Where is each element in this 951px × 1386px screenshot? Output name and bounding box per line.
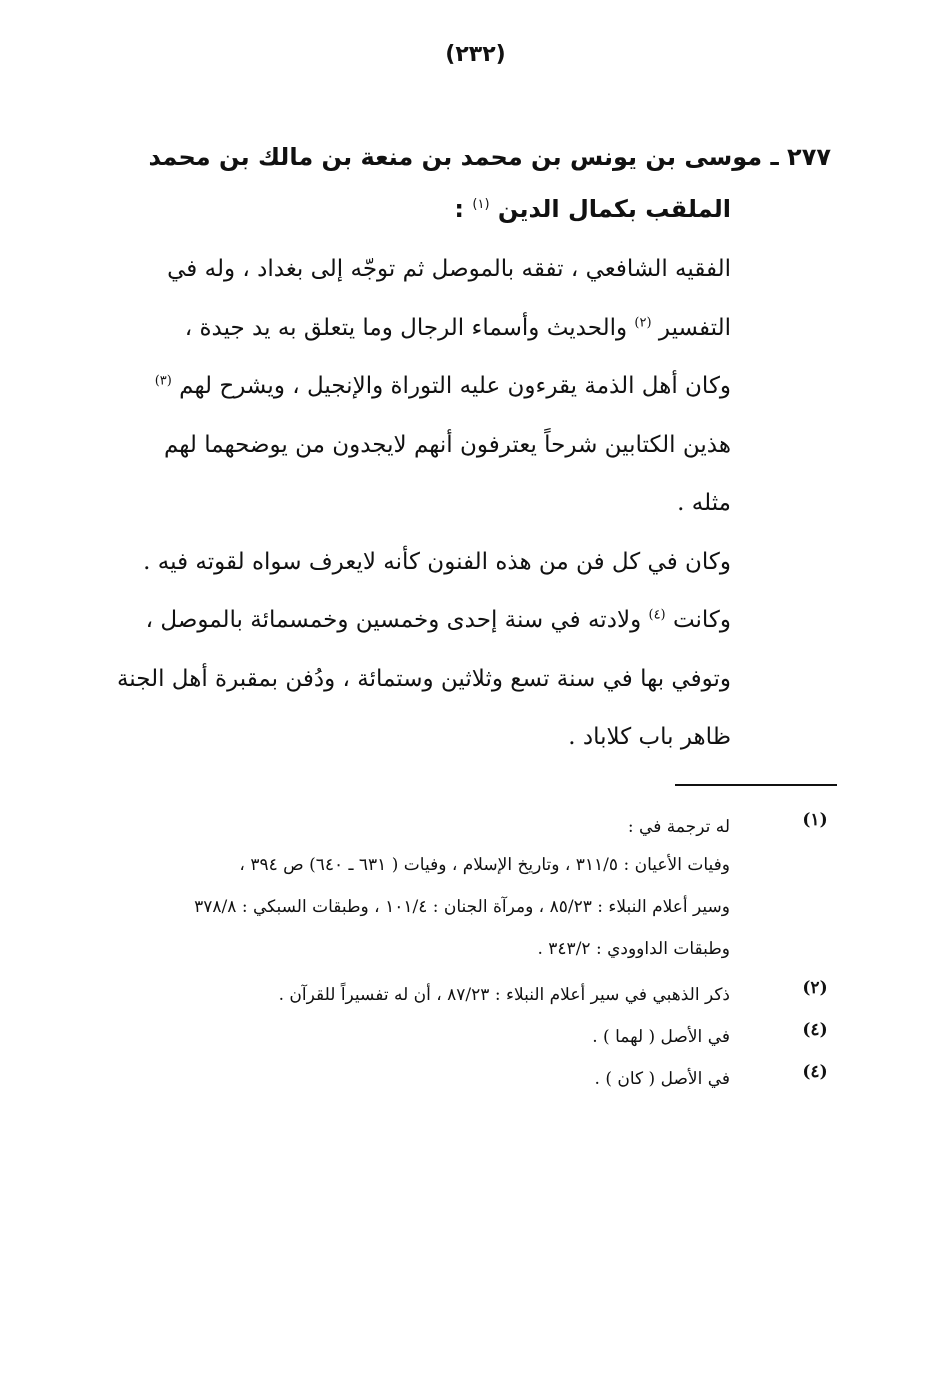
footnote-number: (٤) (802, 1020, 828, 1040)
text-line-content: ولادته في سنة إحدى وخمسين وخمسمائة بالموصل ، (145, 607, 642, 633)
entry-title (111, 128, 831, 186)
footnote-number: (١) (802, 810, 828, 830)
text-line (81, 708, 731, 767)
footnote-line: في الأصل ( كان ) . (594, 1069, 730, 1089)
footnote-ref-1: (١) (472, 197, 490, 212)
text-line-content: وكانت (672, 607, 731, 633)
footnote (60, 810, 840, 970)
text-line (81, 240, 731, 299)
entry-number: ٢٧٧ ـ (770, 143, 831, 171)
footnote (60, 978, 840, 1012)
text-line-content: وكان في كل فن من هذه الفنون كأنه لايعرف سواه لقوته فيه . (143, 548, 731, 575)
footnote-body (60, 978, 730, 1012)
text-line (81, 650, 731, 709)
text-line (81, 474, 731, 533)
text-line-content: التفسير (658, 314, 731, 341)
biography-text (81, 240, 731, 767)
footnote-line: ذكر الذهبي في سير أعلام النبلاء : ٨٧/٢٣ ، أن له تفسيراً للقرآن . (278, 985, 730, 1005)
entry-title-line-2: الملقب بكمال الدين (497, 195, 731, 223)
entry-title-line-1: موسى بن يونس بن محمد بن منعة بن مالك بن محمد (148, 143, 763, 171)
footnote-body (60, 1062, 730, 1096)
text-line (81, 533, 731, 592)
page-number: (٢٣٢) (445, 42, 506, 67)
footnote (60, 1062, 840, 1096)
text-line (81, 357, 731, 416)
text-line-content: وكان أهل الذمة يقرءون عليه التوراة والإنجيل ، ويشرح لهم (179, 373, 731, 399)
footnote-ref-3: (٣) (154, 373, 172, 389)
footnote-ref-4: (٤) (648, 607, 666, 623)
footnote-ref-2: (٢) (634, 314, 652, 330)
entry-title-line-2-wrap (454, 186, 731, 232)
text-line (81, 416, 731, 475)
footnote-line: وفيات الأعيان : ٣١١/٥ ، وتاريخ الإسلام ، وفيات ( ٦٣١ ـ ٦٤٠) ص ٣٩٤ ، (239, 855, 730, 875)
footnote-line: وسير أعلام النبلاء : ٨٥/٢٣ ، ومرآة الجنان : ١٠١/٤ ، وطبقات السبكي : ٣٧٨/٨ (194, 897, 730, 917)
footnote-body (60, 810, 730, 970)
footnote-line: وطبقات الداوودي : ٣٤٣/٢ . (537, 939, 730, 959)
footnote-line: له ترجمة في : (627, 817, 730, 837)
text-line-content: الفقيه الشافعي ، تفقه بالموصل ثم توجّه إلى بغداد ، وله في (167, 256, 731, 282)
footnote-body (60, 1020, 730, 1054)
text-line-content: مثله . (677, 490, 731, 516)
footnote-number: (٤) (802, 1062, 828, 1082)
text-line-content: ظاهر باب كلاباد . (568, 724, 731, 750)
footnotes (60, 810, 840, 1104)
text-line (81, 299, 731, 358)
text-line-content: وتوفي بها في سنة تسع وثلاثين وستمائة ، ودُفن بمقبرة أهل الجنة (116, 665, 731, 692)
text-line-content: هذين الكتابين شرحاً يعترفون أنهم لايجدون من يوضحهما لهم (163, 431, 731, 458)
footnote-number: (٢) (802, 978, 828, 998)
text-line (81, 591, 731, 650)
footnote-line: في الأصل ( لهما ) . (592, 1027, 730, 1047)
entry-title-colon: : (454, 195, 465, 223)
footnote (60, 1020, 840, 1054)
footnote-divider (675, 784, 837, 786)
text-line-content: والحديث وأسماء الرجال وما يتعلق به يد جيدة ، (184, 314, 628, 341)
